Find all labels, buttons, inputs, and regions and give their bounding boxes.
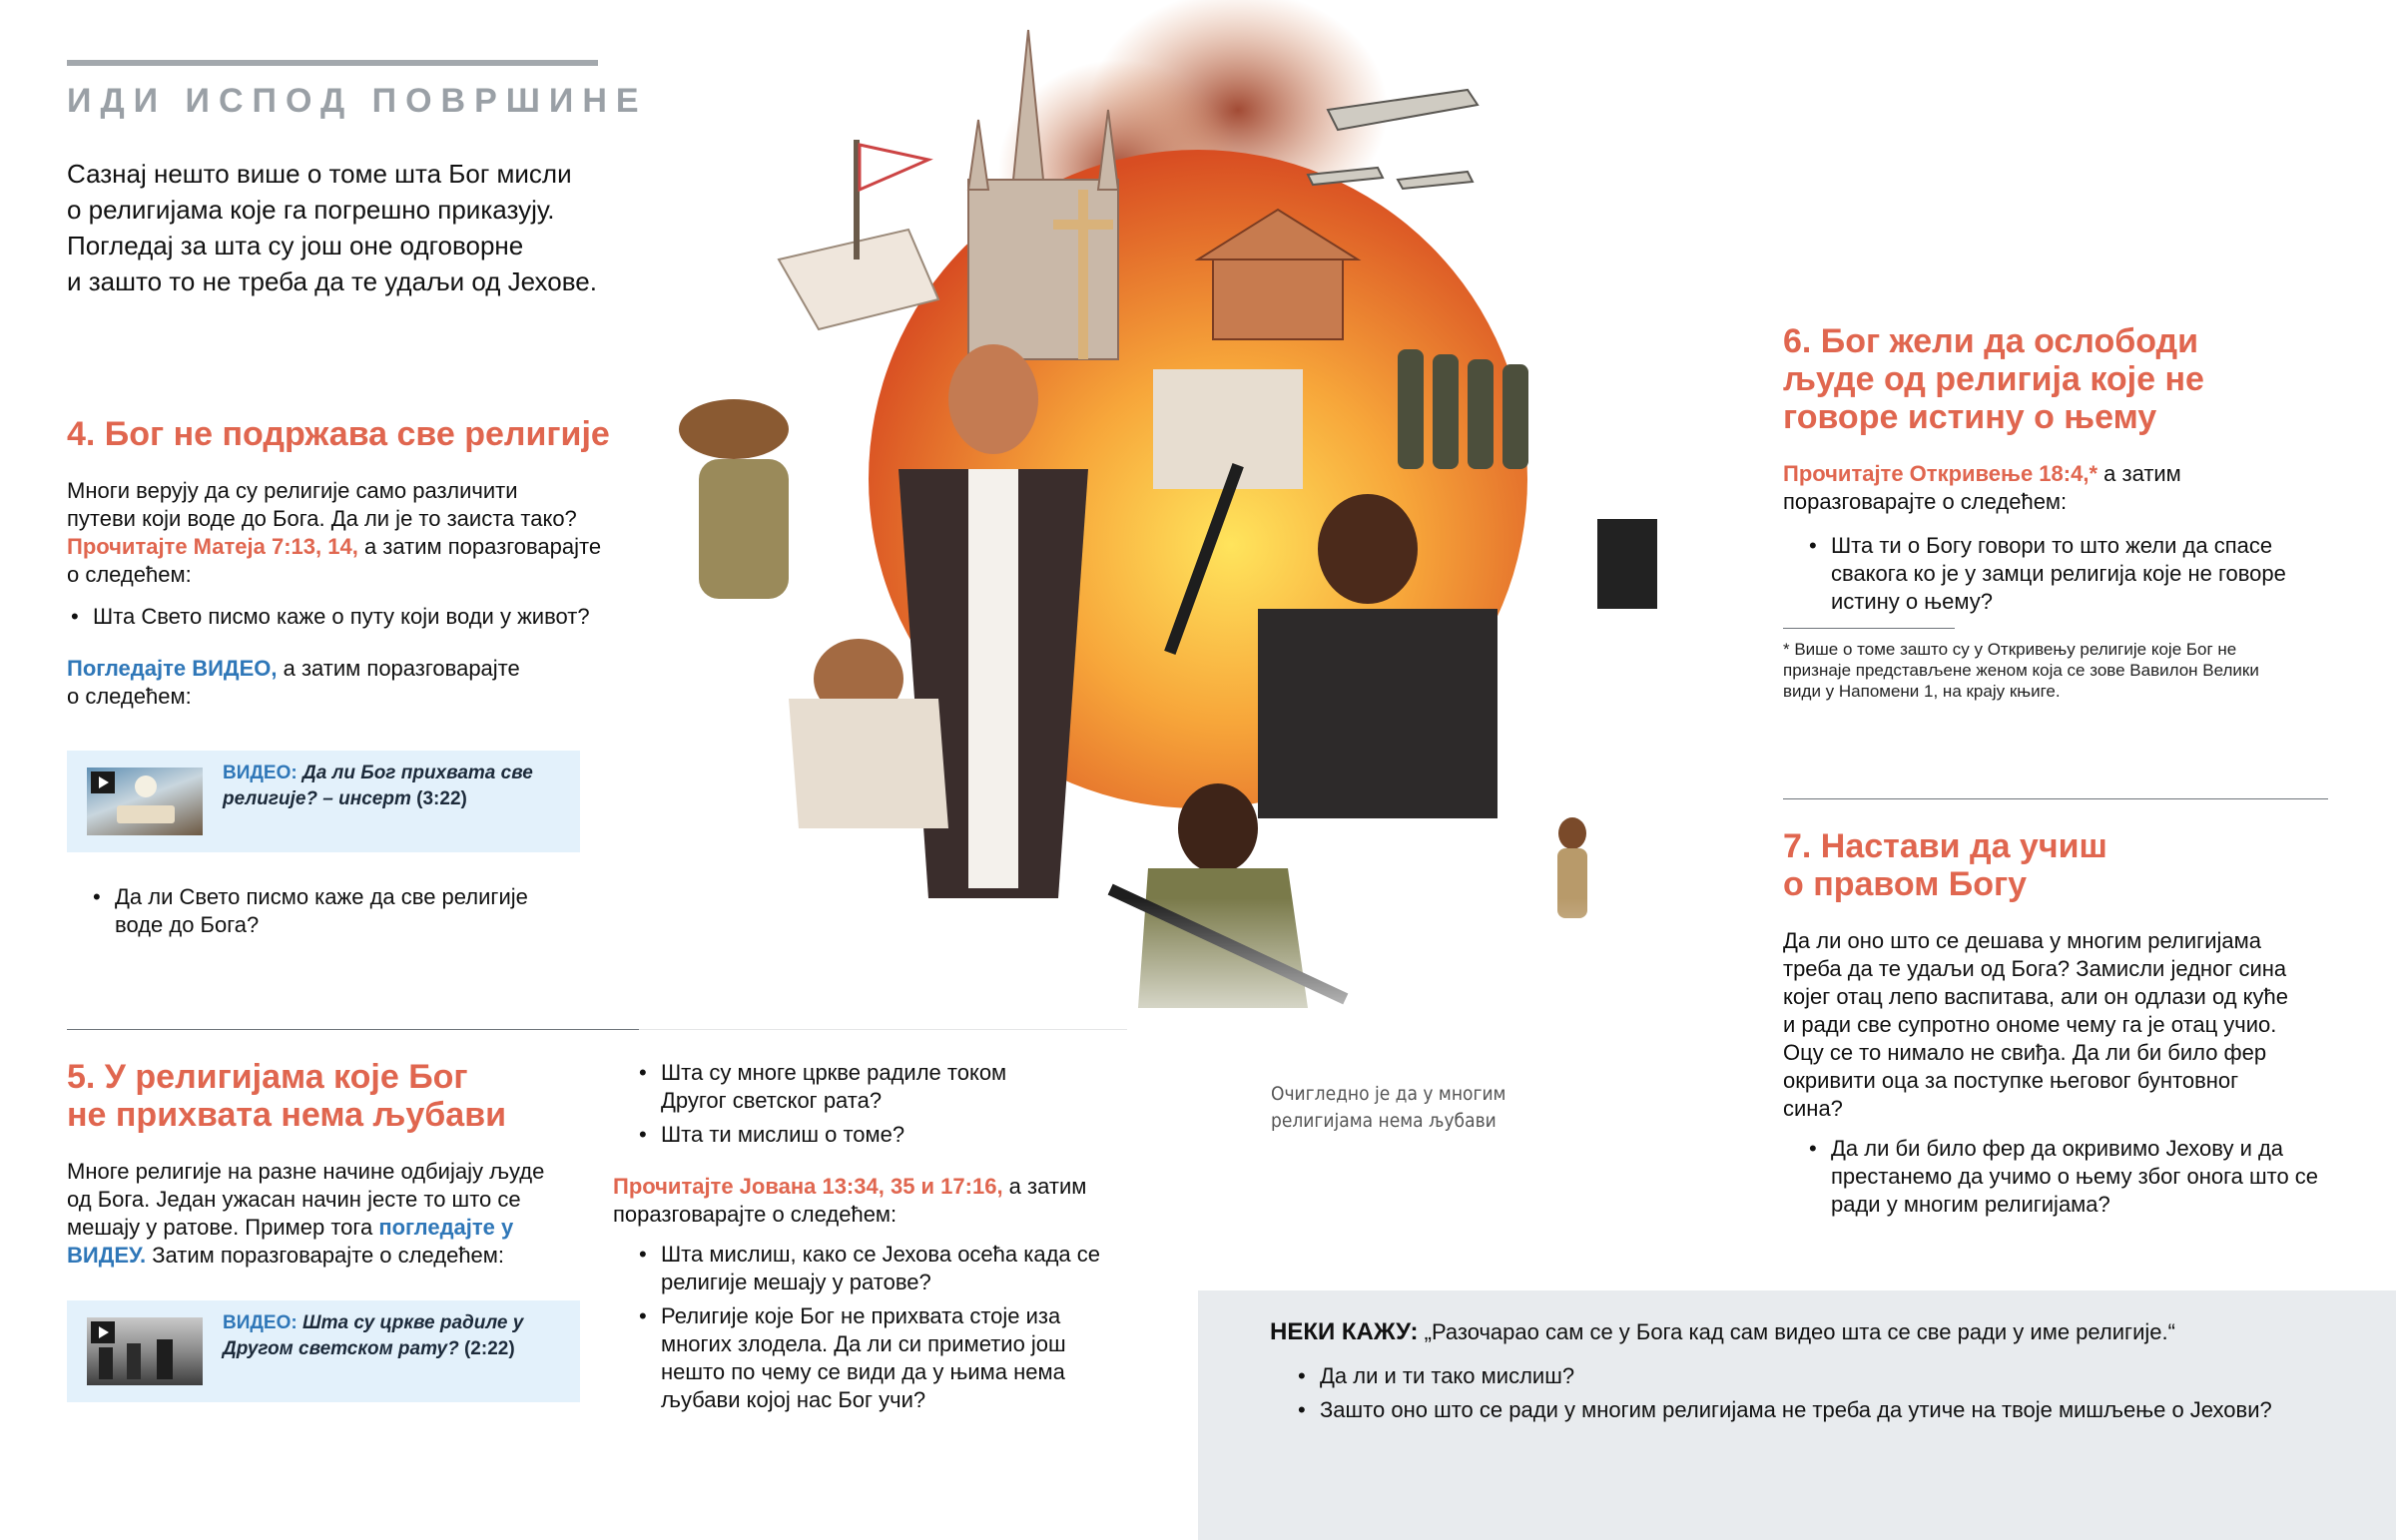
footnote: * Више о томе зашто су у Откривењу религије које Бог не признаје представљене женом која се зове Вавилон Велики види у Напомени 1, на крају књиге. bbox=[1783, 640, 2259, 701]
play-icon[interactable] bbox=[91, 1321, 115, 1343]
scripture-link-john[interactable]: Прочитајте Јована 13:34, 35 и 17:16, bbox=[613, 1174, 1003, 1199]
section-5 bbox=[67, 1058, 586, 1270]
section-5-read: Прочитајте Јована 13:34, 35 и 17:16, а затим поразговарајте о следећем: bbox=[613, 1174, 1087, 1227]
video-card-churches[interactable] bbox=[67, 1300, 580, 1402]
footnote-rule bbox=[1783, 628, 1955, 629]
list-item: • Шта ти о Богу говори то што жели да спасе свакога ко је у замци религија које не говоре истину о њему? bbox=[1805, 532, 2342, 616]
list-item: • Да ли и ти тако мислиш? bbox=[1294, 1362, 2352, 1390]
divider bbox=[1783, 798, 2328, 799]
list-item: • Религије које Бог не прихвата стоје иза многих злодела. Да ли си приметио још нешто по чему се види да у њима нема љубави којој нас Бог учи? bbox=[635, 1302, 1132, 1414]
some-say-panel bbox=[1198, 1290, 2396, 1540]
section-4-questions-1 bbox=[67, 603, 626, 631]
section-4-questions-2 bbox=[89, 883, 608, 945]
list-item: • Да ли Свето писмо каже да све религије воде до Бога? bbox=[89, 883, 608, 939]
illustration-caption: Очигледно је да у многим религијама нема љубави bbox=[1271, 1083, 1506, 1132]
section-6 bbox=[1783, 322, 2342, 622]
section-6-questions bbox=[1805, 532, 2342, 616]
section-5-questions-1 bbox=[635, 1059, 1132, 1149]
section-6-read: Прочитајте Откривење 18:4,* а затим поразговарајте о следећем: bbox=[1783, 461, 2181, 514]
kicker-title: ИДИ ИСПОД ПОВРШИНЕ bbox=[67, 82, 648, 120]
play-icon[interactable] bbox=[91, 771, 115, 793]
section-4-paragraph: Многи верују да су религије само различити путеви који воде до Бога. Да ли је то заиста тако? Прочитајте Матеја 7:13, 14, а затим поразговарајте о следећем: bbox=[67, 478, 602, 587]
watch-video-link-3[interactable]: ВИДЕУ. bbox=[67, 1243, 147, 1268]
illustration-religion-war bbox=[639, 0, 1757, 1058]
section-7-paragraph: Да ли оно што се дешава у многим религијама треба да те удаљи од Бога? Замисли једног сина којег отац лепо васпитава, али он одлази од куће и ради све супротно ономе чему га је отац учио. Оцу се то нимало не свиђа. Да ли би било фер окривити оца за поступке његовог бунтовног сина? bbox=[1783, 928, 2288, 1121]
video-thumbnail[interactable] bbox=[87, 768, 203, 835]
video-card-religions[interactable] bbox=[67, 751, 580, 852]
some-say-label: НЕКИ КАЖУ: bbox=[1270, 1318, 1419, 1345]
section-5-paragraph: Многе религије на разне начине одбијају људе од Бога. Један ужасан начин јесте то што се мешају у ратове. Пример тога погледајте у ВИДЕУ. Затим поразговарајте о следећем: bbox=[67, 1159, 545, 1268]
kicker-bar bbox=[67, 60, 598, 66]
scripture-link-revelation[interactable]: Прочитајте Откривење 18:4,* bbox=[1783, 461, 2098, 486]
list-item: • Зашто оно што се ради у многим религијама не треба да утиче на твоје мишљење о Јехови? bbox=[1294, 1396, 2352, 1424]
scripture-link-matthew[interactable]: Прочитајте Матеја 7:13, 14, bbox=[67, 534, 358, 559]
some-say-questions bbox=[1294, 1362, 2352, 1430]
list-item: • Шта ти мислиш о томе? bbox=[635, 1121, 1132, 1149]
section-5-column-2 bbox=[613, 1059, 1132, 1420]
section-4-watch: Погледајте ВИДЕО, а затим поразговарајте о следећем: bbox=[67, 656, 520, 709]
section-5-questions-2 bbox=[635, 1241, 1132, 1414]
section-5-title: 5. У религијама које Бог не прихвата нема љубави bbox=[67, 1058, 506, 1134]
watch-video-link[interactable]: Погледајте ВИДЕО, bbox=[67, 656, 278, 681]
section-7 bbox=[1783, 827, 2342, 1225]
section-4 bbox=[67, 415, 626, 711]
list-item: • Шта мислиш, како се Јехова осећа када се религије мешају у ратове? bbox=[635, 1241, 1132, 1296]
intro-text: Сазнај нешто више о томе шта Бог мисли о религијама које га погрешно приказују. Погледај за шта су још оне одговорне и зашто то не треба да те удаљи од Јехове. bbox=[67, 159, 597, 296]
list-item: • Шта Свето писмо каже о путу који води у живот? bbox=[67, 603, 626, 631]
stone-plinth bbox=[1153, 369, 1303, 489]
soldier-left bbox=[679, 399, 789, 599]
section-6-title: 6. Бог жели да ослободи људе од религија које не говоре истину о њему bbox=[1783, 322, 2204, 436]
list-item: • Шта су многе цркве радиле током Другог светског рата? bbox=[635, 1059, 1132, 1115]
video-title[interactable]: ВИДЕО: Да ли Бог прихвата све религије? – инсерт (3:22) bbox=[223, 763, 533, 809]
horse-rider bbox=[779, 140, 938, 329]
section-7-title: 7. Настави да учиш о правом Богу bbox=[1783, 827, 2107, 903]
video-title[interactable]: ВИДЕО: Шта су цркве радиле у Другом светском рату? (2:22) bbox=[223, 1312, 524, 1359]
section-4-title: 4. Бог не подржава све религије bbox=[67, 415, 610, 453]
watch-video-link-2[interactable]: погледајте у bbox=[378, 1215, 514, 1240]
video-thumbnail[interactable] bbox=[87, 1317, 203, 1385]
some-say-quote: НЕКИ КАЖУ: „Разочарао сам се у Бога кад сам видео шта се све ради у име религије.“ bbox=[1270, 1318, 2175, 1345]
section-7-questions bbox=[1805, 1135, 2342, 1219]
list-item: • Да ли би било фер да окривимо Јехову и да престанемо да учимо о њему због онога што се ради у многим религијама? bbox=[1805, 1135, 2342, 1219]
